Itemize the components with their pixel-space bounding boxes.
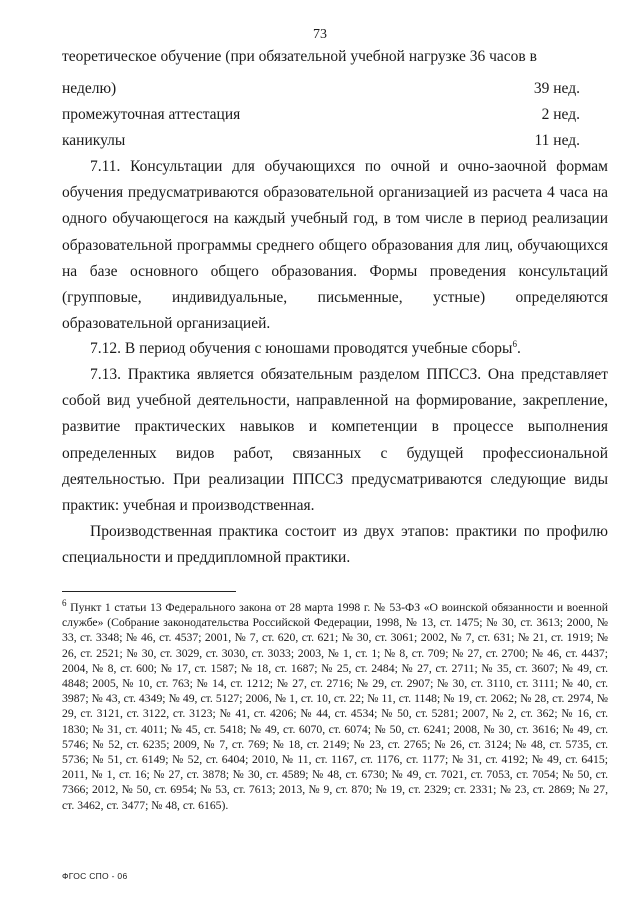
schedule-theory-label: теоретическое обучение (при обязательной учебной нагрузке 36 часов в xyxy=(62,48,537,65)
paragraph-7-11: 7.11. Консультации для обучающихся по очной и очно-заочной формам обучения предусматриваются образовательной организацией из расчета 4 часа на одного обучающегося на каждый учебный год, в том числе в период реализации образовательной программы среднего общего образования для лиц, обучающихся на базе основного общего образования. Формы проведения консультаций (групповые, индивидуальные, письменные, устные) определяются образовательной организацией. xyxy=(62,158,608,333)
paragraph-7-12-text: 7.12. В период обучения с юношами проводятся учебные сборы xyxy=(90,340,513,357)
schedule-attestation-value: 2 нед. xyxy=(541,106,580,123)
schedule-holidays-value: 11 нед. xyxy=(534,132,580,149)
footnote-divider xyxy=(62,591,236,592)
schedule-holidays-label: каникулы xyxy=(62,132,126,149)
footnote xyxy=(62,600,608,813)
footer-code: ФГОС СПО - 06 xyxy=(62,871,128,881)
paragraph-practice: Производственная практика состоит из двух этапов: практики по профилю специальности и преддипломной практики. xyxy=(62,523,608,567)
paragraph-7-12 xyxy=(62,336,608,362)
schedule-theory-label-cont: неделю) xyxy=(62,80,117,97)
footnote-marker: 6 xyxy=(62,598,67,609)
schedule-attestation-label: промежуточная аттестация xyxy=(62,106,241,123)
footnote-text: Пункт 1 статьи 13 Федерального закона от 28 марта 1998 г. № 53-ФЗ «О воинской обязанности и военной службе» (Собрание законодательства Российской Федерации, 1998, № 13, ст. 1475; № 30, ст. 3613; 2000, № 33, ст. 3348; № 46, ст. 4537; 2001, № 7, ст. 620, ст. 621; № 30, ст. 3061; 2002, № 7, ст. 631; № 21, ст. 1919; № 26, ст. 2521; № 30, ст. 3029, ст. 3030, ст. 3033; 2003, № 1, ст. 1; № 8, ст. 709; № 27, ст. 2700; № 46, ст. 4437; 2004, № 8, ст. 600; № 17, ст. 1587; № 18, ст. 1687; № 25, ст. 2484; № 27, ст. 2711; № 35, ст. 3607; № 49, ст. 4848; 2005, № 10, ст. 763; № 14, ст. 1212; № 27, ст. 2716; № 29, ст. 2907; № 30, ст. 3110, ст. 3111; № 40, ст. 3987; № 43, ст. 4349; № 49, ст. 5127; 2006, № 1, ст. 10, ст. 22; № 11, ст. 1148; № 19, ст. 2062; № 28, ст. 2974, № 29, ст. 3121, ст. 3122, ст. 3123; № 41, ст. 4206; № 44, ст. 4534; № 50, ст. 5281; 2007, № 2, ст. 362; № 16, ст. 1830; № 31, ст. 4011; № 45, ст. 5418; № 49, ст. 6070, ст. 6074; № 50, ст. 6241; 2008, № 30, ст. 3616; № 49, ст. 5746; № 52, ст. 6235; 2009, № 7, ст. 769; № 18, ст. 2149; № 23, ст. 2765; № 26, ст. 3124; № 48, ст. 5735, ст. 5736; № 51, ст. 6149; № 52, ст. 6404; 2010, № 11, ст. 1167, ст. 1176, ст. 1177; № 31, ст. 4192; № 49, ст. 6415; 2011, № 1, ст. 16; № 27, ст. 3878; № 30, ст. 4589; № 48, ст. 6730; № 49, ст. 7021, ст. 7053, ст. 7054; № 50, ст. 7366; 2012, № 50, ст. 6954; № 53, ст. 7613; 2013, № 9, ст. 870; № 19, ст. 2329; ст. 2331; № 23, ст. 2869; № 27, ст. 3462, ст. 3477; № 48, ст. 6165). xyxy=(62,601,608,812)
schedule-theory-value: 39 нед. xyxy=(533,80,580,97)
paragraph-7-12-end: . xyxy=(516,340,521,357)
page-number: 73 xyxy=(313,27,327,42)
footnote-reference: 6 xyxy=(512,338,517,349)
paragraph-7-13: 7.13. Практика является обязательным разделом ППССЗ. Она представляет собой вид учебной деятельности, направленной на формирование, закрепление, развитие практических навыков и компетенции в процессе выполнения определенных видов работ, связанных с будущей профессиональной деятельностью. При реализации ППССЗ предусматриваются следующие виды практик: учебная и производственная. xyxy=(62,366,608,515)
